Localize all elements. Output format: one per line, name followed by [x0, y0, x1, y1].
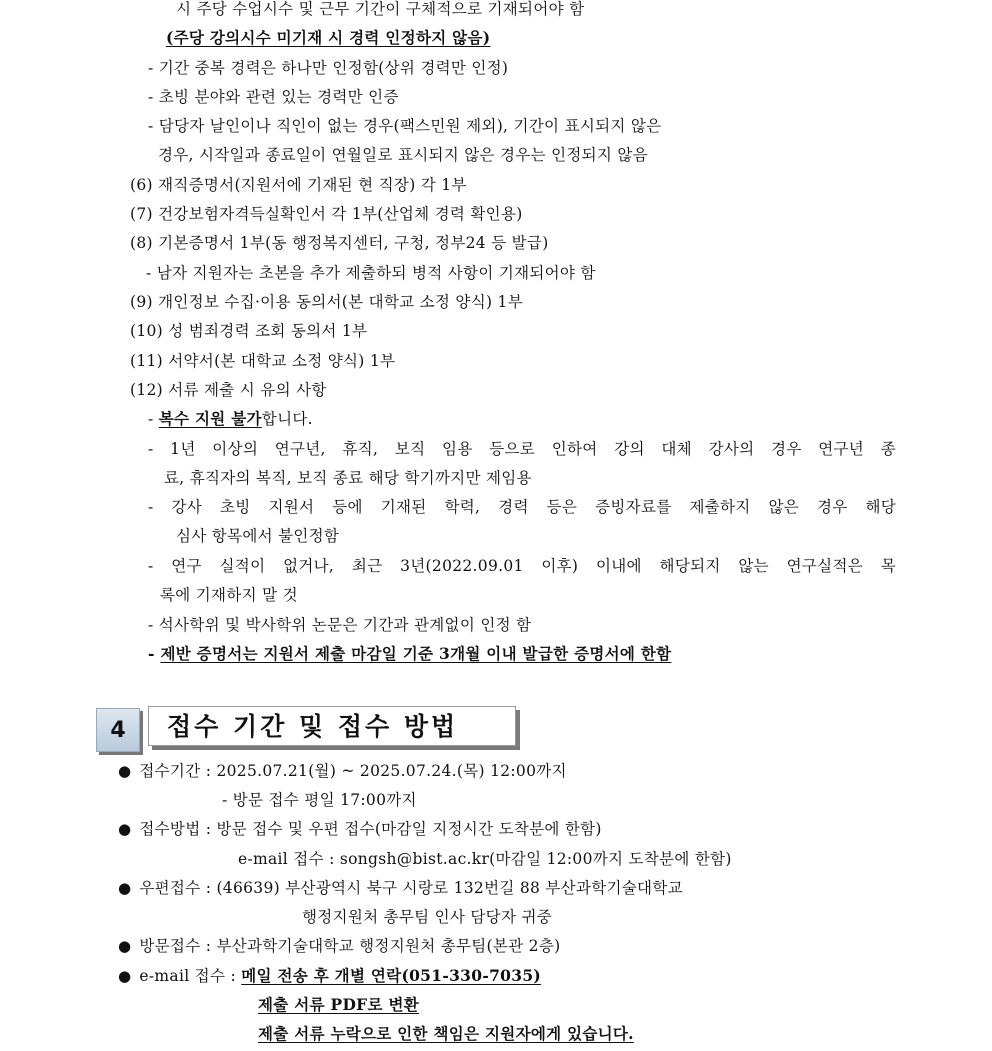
text-emphasis: 메일 전송 후 개별 연락(051-330-7035) [241, 966, 542, 985]
bullet-icon: ● [118, 820, 132, 838]
text-line: - 담당자 날인이나 직인이 없는 경우(팩스민원 제외), 기간이 표시되지 않은 [148, 117, 662, 135]
text-emphasis: 제출 서류 누락으로 인한 책임은 지원자에게 있습니다. [258, 1024, 634, 1043]
bullet-icon: ● [118, 879, 132, 897]
text: 합니다. [261, 410, 313, 428]
list-item [118, 760, 567, 782]
dash: - [148, 644, 161, 663]
reception-post: 우편접수 : (46639) 부산광역시 북구 시랑로 132번길 88 부산과학기술대학교 [139, 879, 683, 897]
list-item: (9) 개인정보 수집·이용 동의서(본 대학교 소정 양식) 1부 [130, 293, 523, 311]
reception-period: 접수기간 : 2025.07.21(월) ~ 2025.07.24.(목) 12:00까지 [139, 762, 567, 780]
text-line: 록에 기재하지 말 것 [160, 586, 298, 604]
text-line: - 초빙 분야와 관련 있는 경력만 인증 [148, 88, 399, 106]
reception-email: e-mail 접수 : [139, 967, 242, 985]
text-line: - 방문 접수 평일 17:00까지 [222, 791, 417, 809]
text-line: - 연구 실적이 없거나, 최근 3년(2022.09.01 이후) 이내에 해당되지 않는 연구실적은 목 [148, 557, 896, 575]
text-line [148, 643, 671, 665]
list-item [118, 965, 541, 987]
list-item: (12) 서류 제출 시 유의 사항 [130, 381, 327, 399]
text-line: - 남자 지원자는 초본을 추가 제출하되 병적 사항이 기재되어야 함 [146, 264, 596, 282]
list-item [118, 935, 560, 957]
text-line [148, 408, 313, 430]
bullet-icon: ● [118, 937, 132, 955]
text-line: - 강사 초빙 지원서 등에 기재된 학력, 경력 등은 증빙자료를 제출하지 않은 경우 해당 [148, 498, 896, 516]
reception-method: 접수방법 : 방문 접수 및 우편 접수(마감일 지정시간 도착분에 한함) [139, 820, 602, 838]
text-emphasis: 복수 지원 불가 [158, 409, 262, 428]
section-title: 접수 기간 및 접수 방법 [148, 706, 516, 746]
bullet-icon: ● [118, 762, 132, 780]
section-number: 4 [96, 708, 140, 752]
list-item: (11) 서약서(본 대학교 소정 양식) 1부 [130, 352, 396, 370]
text-line-emphasis: (주당 강의시수 미기재 시 경력 인정하지 않음) [166, 28, 491, 47]
bullet-icon: ● [118, 967, 132, 985]
text-line: 행정지원처 총무팀 인사 담당자 귀중 [302, 908, 553, 926]
list-item: (10) 성 범죄경력 조회 동의서 1부 [130, 322, 368, 340]
text-line: 료, 휴직자의 복직, 보직 종료 해당 학기까지만 제임용 [164, 469, 532, 487]
text-line: - 석사학위 및 박사학위 논문은 기간과 관계없이 인정 함 [148, 616, 532, 634]
text-line: 심사 항목에서 불인정함 [176, 527, 340, 545]
text-emphasis: 제반 증명서는 지원서 제출 마감일 기준 3개월 이내 발급한 증명서에 한함 [160, 644, 672, 663]
list-item: (8) 기본증명서 1부(동 행정복지센터, 구청, 정부24 등 발급) [130, 234, 549, 252]
text-line: 경우, 시작일과 종료일이 연월일로 표시되지 않은 경우는 인정되지 않음 [158, 146, 648, 164]
list-item: (6) 재직증명서(지원서에 기재된 현 직장) 각 1부 [130, 176, 467, 194]
list-item: (7) 건강보험자격득실확인서 각 1부(산업체 경력 확인용) [130, 205, 523, 223]
list-item [118, 877, 683, 899]
dash: - [148, 410, 159, 428]
text-line: e-mail 접수 : songsh@bist.ac.kr(마감일 12:00까지 도착분에 한함) [238, 850, 732, 868]
text-line: 시 주당 수업시수 및 근무 기간이 구체적으로 기재되어야 함 [176, 0, 585, 18]
reception-visit: 방문접수 : 부산과학기술대학교 행정지원처 총무팀(본관 2층) [139, 937, 561, 955]
list-item [118, 818, 602, 840]
text-emphasis: 제출 서류 PDF로 변환 [258, 995, 420, 1014]
text-line: - 기간 중복 경력은 하나만 인정함(상위 경력만 인정) [148, 59, 509, 77]
text-line: - 1년 이상의 연구년, 휴직, 보직 임용 등으로 인하여 강의 대체 강사의 경우 연구년 종 [148, 440, 896, 458]
